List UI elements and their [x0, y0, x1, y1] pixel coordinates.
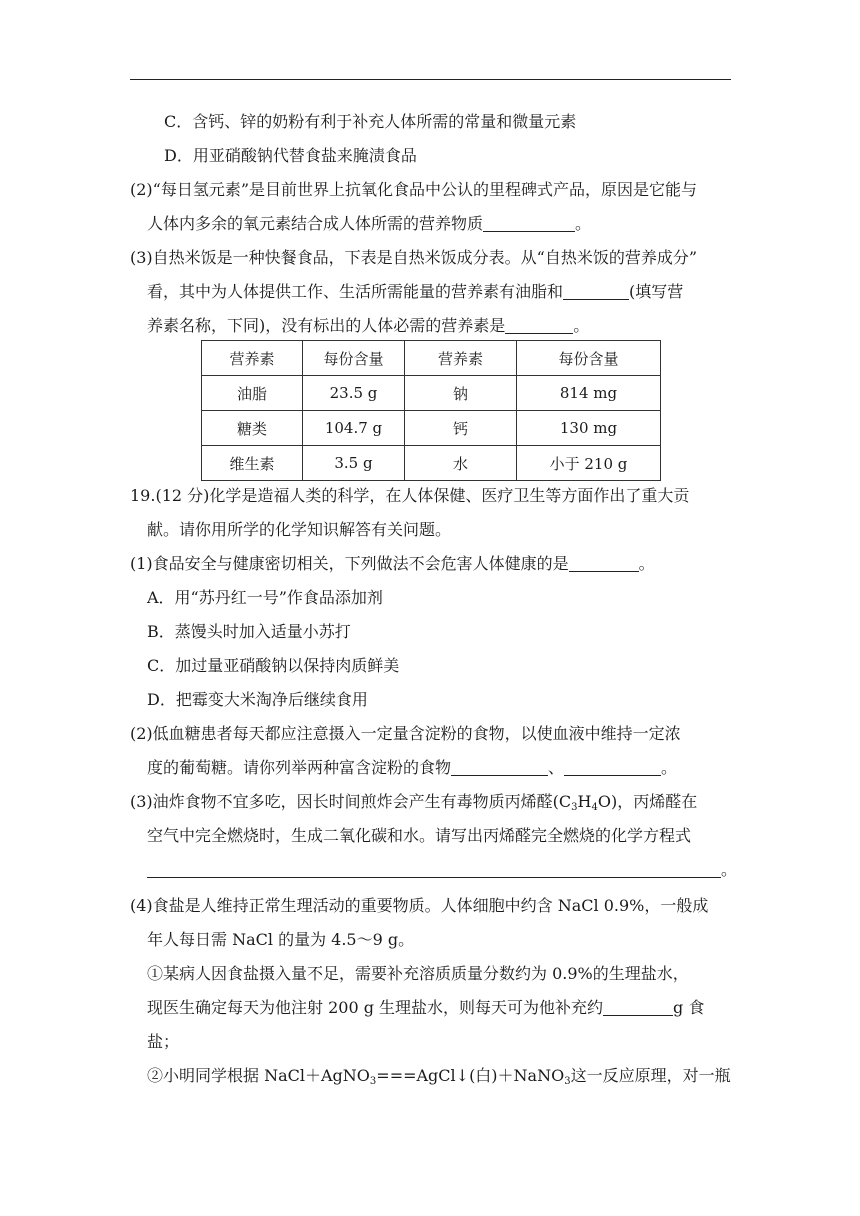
q19-4-sub1-line2 [147, 998, 757, 1018]
q19-3-line1 [130, 792, 740, 812]
q3-text: 养素名称，下同)，没有标出的人体必需的营养素是 [147, 316, 506, 335]
q19-4-sub2-line1 [147, 1066, 757, 1086]
q2-end: 。 [575, 214, 592, 233]
q19-1-text: (1)食品安全与健康密切相关，下列做法不会危害人体健康的是 [130, 554, 569, 573]
answer-blank [505, 317, 573, 334]
q19-line1: 19.(12 分)化学是造福人类的科学，在人体保健、医疗卫生等方面作出了重大贡 [130, 486, 690, 505]
table-cell: 油脂 [202, 376, 303, 411]
q19-4-sub2-text: ===AgCl↓(白)＋NaNO [376, 1066, 565, 1085]
q19-1-line [130, 554, 740, 574]
q19-2-text: 度的葡萄糖。请你列举两种富含淀粉的食物 [147, 758, 452, 777]
table-cell: 104.7 g [303, 411, 405, 446]
q19-4-text: 现医生确定每天为他注射 200 g 生理盐水，则每天可为他补充约 [147, 998, 604, 1017]
nutrition-table [201, 340, 661, 481]
table-header-cell: 每份含量 [303, 341, 405, 376]
q19-4-line1: (4)食盐是人维持正常生理活动的重要物质。人体细胞中约含 NaCl 0.9%，一般成 [130, 896, 709, 915]
answer-blank [563, 283, 629, 300]
table-cell: 糖类 [202, 411, 303, 446]
table-cell: 维生素 [202, 446, 303, 481]
answer-blank [147, 861, 721, 878]
answer-blank [483, 215, 575, 232]
q19-2-line1: (2)低血糖患者每天都应注意摄入一定量含淀粉的食物，以使血液中维持一定浓 [130, 724, 681, 743]
table-cell: 3.5 g [303, 446, 405, 481]
q19-1-end: 。 [638, 554, 655, 573]
q2-line1: (2)“每日氢元素”是目前世界上抗氧化食品中公认的里程碑式产品，原因是它能与 [130, 180, 698, 199]
table-row [202, 376, 661, 411]
table-row [202, 411, 661, 446]
q19-line2: 献。请你用所学的化学知识解答有关问题。 [147, 520, 452, 539]
table-cell: 23.5 g [303, 376, 405, 411]
q19-3-line2: 空气中完全燃烧时，生成二氧化碳和水。请写出丙烯醛完全燃烧的化学方程式 [147, 826, 692, 845]
subscript: 3 [564, 1076, 571, 1087]
option-c: C．加过量亚硝酸钠以保持肉质鲜美 [147, 656, 400, 675]
answer-blank [451, 759, 548, 776]
q19-4-sub2-text-tail: 这一反应原理，对一瓶 [570, 1066, 731, 1085]
q19-3-text: H [577, 792, 592, 811]
table-header-cell: 营养素 [405, 341, 517, 376]
option-d: D．把霉变大米淘净后继续食用 [147, 690, 368, 709]
q3-text-tail: (填写营 [629, 282, 684, 301]
q19-4-sub2-text: ②小明同学根据 NaCl＋AgNO [147, 1066, 370, 1085]
option-c: C．含钙、锌的奶粉有利于补充人体所需的常量和微量元素 [164, 112, 577, 131]
q3-line3 [147, 316, 757, 336]
q2-text: 人体内多余的氧元素结合成人体所需的营养物质 [147, 214, 484, 233]
table-cell: 水 [405, 446, 517, 481]
subscript: 3 [571, 802, 578, 813]
table-cell: 小于 210 g [517, 446, 661, 481]
answer-blank [564, 759, 661, 776]
subscript: 4 [591, 802, 598, 813]
q19-2-end: 。 [661, 758, 678, 777]
option-d: D．用亚硝酸钠代替食盐来腌渍食品 [164, 146, 417, 165]
q19-3-line3 [147, 860, 757, 880]
q3-text: 看，其中为人体提供工作、生活所需能量的营养素有油脂和 [147, 282, 564, 301]
q19-2-line2 [147, 758, 757, 778]
table-cell: 钠 [405, 376, 517, 411]
answer-blank [603, 999, 673, 1016]
q3-end: 。 [573, 316, 590, 335]
q19-4-line2: 年人每日需 NaCl 的量为 4.5～9 g。 [147, 930, 415, 949]
option-b: B．蒸馒头时加入适量小苏打 [147, 622, 351, 641]
q19-3-end: 。 [721, 860, 738, 879]
table-row [202, 446, 661, 481]
q2-line2 [147, 214, 757, 234]
option-a: A．用“苏丹红一号”作食品添加剂 [147, 588, 383, 607]
q19-4-text-tail: g 食 [673, 998, 705, 1017]
subscript: 3 [369, 1076, 377, 1087]
q19-3-text-tail: O)，丙烯醛在 [597, 792, 698, 811]
q19-4-sub1-line1: ①某病人因食盐摄入量不足，需要补充溶质质量分数约为 0.9%的生理盐水， [147, 964, 689, 983]
table-header-cell: 每份含量 [517, 341, 661, 376]
q3-line1: (3)自热米饭是一种快餐食品，下表是自热米饭成分表。从“自热米饭的营养成分” [130, 248, 698, 267]
table-cell: 钙 [405, 411, 517, 446]
answer-blank [569, 555, 639, 572]
table-cell: 814 mg [517, 376, 661, 411]
q19-2-sep: 、 [548, 758, 565, 777]
q19-4-sub1-line3: 盐； [147, 1032, 180, 1051]
table-header-cell: 营养素 [202, 341, 303, 376]
q19-3-text: (3)油炸食物不宜多吃，因长时间煎炸会产生有毒物质丙烯醛(C [130, 792, 572, 811]
header-rule [130, 79, 731, 80]
table-header-row [202, 341, 661, 376]
table-cell: 130 mg [517, 411, 661, 446]
q3-line2 [147, 282, 757, 302]
